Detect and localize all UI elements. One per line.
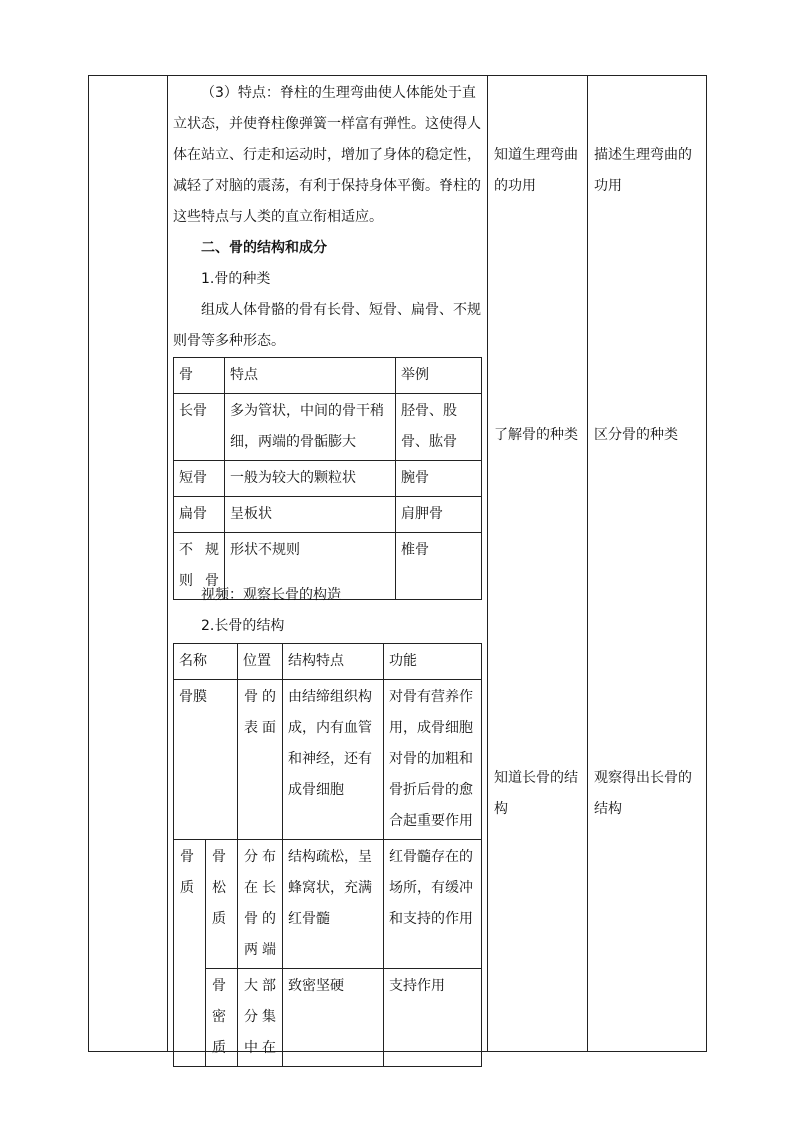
table-cell: 形状不规则 [225,533,396,600]
table-cell: 多为管状，中间的骨干稍细，两端的骨骺膨大 [225,394,396,461]
table-row [174,969,482,1067]
table-cell: 对骨有营养作用，成骨细胞对骨的加粗和骨折后骨的愈合起重要作用 [384,680,482,840]
header-cell: 举例 [396,358,482,394]
objective-long-bone: 知道长骨的结构 [494,770,578,817]
subheading-bone-types: 1.骨的种类 [201,271,271,287]
table-cell: 结构疏松，呈蜂窝状，充满红骨髓 [283,840,384,969]
table-cell: 致密坚硬 [283,969,384,1067]
table-cell: 腕骨 [396,461,482,497]
table-cell: 胫骨、股骨、肱骨 [396,394,482,461]
table-row [174,394,482,461]
table-row [174,461,482,497]
header-cell: 骨 [174,358,225,394]
activity-curvature: 描述生理弯曲的功用 [594,147,692,194]
table-cell: 支持作用 [384,969,482,1067]
table-cell: 短骨 [174,461,225,497]
table-cell: 骨密质 [206,969,238,1067]
header-cell: 位置 [238,644,283,680]
objective-curvature: 知道生理弯曲的功用 [494,147,578,194]
header-cell: 名称 [174,644,238,680]
table-cell: 红骨髓存在的场所，有缓冲和支持的作用 [384,840,482,969]
header-cell: 功能 [384,644,482,680]
subheading-long-bone: 2.长骨的结构 [201,618,285,634]
column-divider [167,75,168,1052]
features-paragraph: （3）特点：脊柱的生理弯曲使人体能处于直立状态，并使脊柱像弹簧一样富有弹性。这使得人体在站立、行走和运动时，增加了身体的稳定性，减轻了对脑的震荡，有利于保持身体平衡。脊柱的这些特点与人类的直立衔相适应。 [173,85,481,225]
table-cell: 骨的表面 [238,680,283,840]
table-cell: 扁骨 [174,497,225,533]
activity-bone-types: 区分骨的种类 [594,427,678,443]
table-cell: 椎骨 [396,533,482,600]
header-cell: 结构特点 [283,644,384,680]
table-cell: 骨质 [174,840,206,1067]
table-cell: 分布在长骨的两端 [238,840,283,969]
table-cell: 大部分集中在 [238,969,283,1067]
column-divider [487,75,488,1052]
video-note: 视频：观察长骨的构造 [201,587,341,603]
activity-long-bone: 观察得出长骨的结构 [594,770,692,817]
section-heading: 二、骨的结构和成分 [201,240,327,256]
table-row [174,680,482,840]
table-cell: 骨膜 [174,680,238,840]
long-bone-table [173,643,482,1067]
table-cell: 长骨 [174,394,225,461]
table-row [174,497,482,533]
objective-bone-types: 了解骨的种类 [494,427,578,443]
table-cell: 一般为较大的颗粒状 [225,461,396,497]
table-cell: 由结缔组织构成，内有血管和神经，还有成骨细胞 [283,680,384,840]
table-row [174,840,482,969]
table-cell: 肩胛骨 [396,497,482,533]
bone-types-table [173,357,482,600]
table-cell: 呈板状 [225,497,396,533]
table-header-row [174,644,482,680]
bone-types-paragraph: 组成人体骨骼的骨有长骨、短骨、扁骨、不规则骨等多种形态。 [173,302,481,349]
header-cell: 特点 [225,358,396,394]
column-divider [587,75,588,1052]
table-cell: 不规则骨 [174,533,225,600]
table-header-row [174,358,482,394]
table-cell: 骨松质 [206,840,238,969]
